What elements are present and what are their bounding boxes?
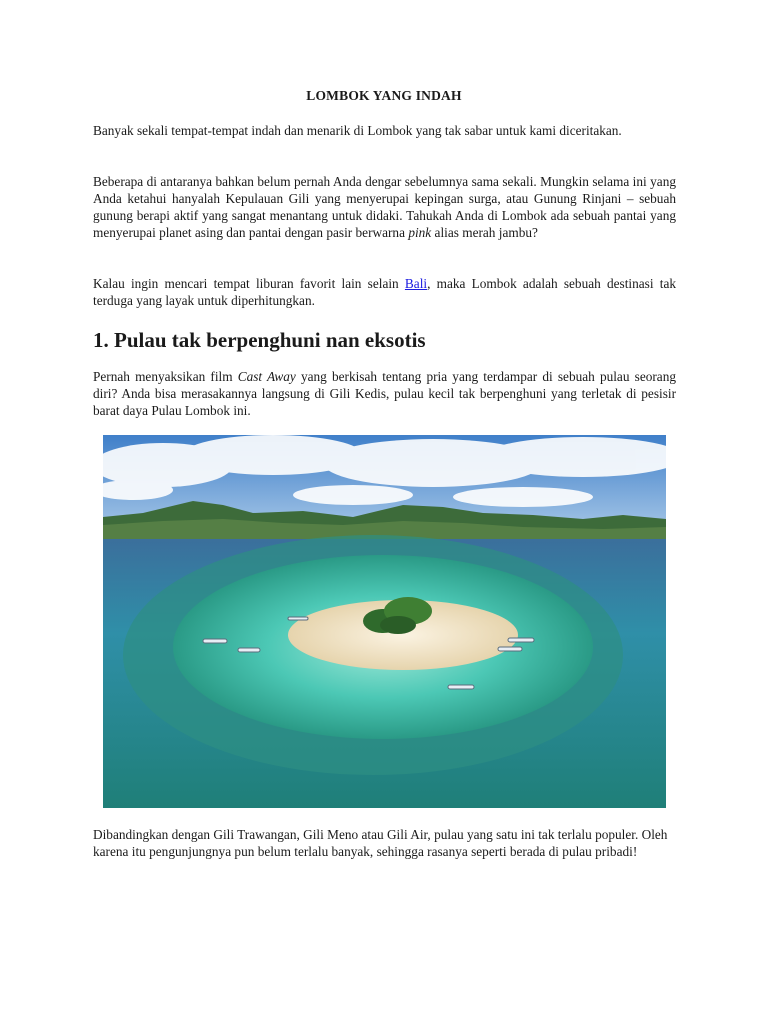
paragraph-gili-end: alias merah jambu? [431, 225, 538, 240]
document-title: LOMBOK YANG INDAH [306, 88, 462, 103]
paragraph-gili-text: Beberapa di antaranya bahkan belum pernah Anda dengar sebelumnya sama sekali. Mungkin selama ini yang Anda ketahui hanyalah Kepulauan Gili yang menyerupai kepingan surga, atau Gunung Rinjani – sebuah gunung berapi aktif yang sangat menantang untuk didaki. Tahukah Anda di Lombok ada sebuah pantai yang menyerupai planet asing dan pantai dengan pasir berwarna [93, 174, 676, 240]
island-photo-illustration [103, 435, 666, 808]
paragraph-bali [93, 275, 676, 309]
bali-link[interactable]: Bali [404, 276, 428, 291]
paragraph-gili [93, 173, 676, 241]
paragraph-bali-end: , maka Lombok adalah sebuah destinasi tak terduga yang layak untuk diperhitungkan. [93, 276, 676, 308]
paragraph-cast-away-end: yang berkisah tentang pria yang terdampar di sebuah pulau seorang diri? Anda bisa merasakannya langsung di Gili Kedis, pulau kecil tak berpenghuni yang terletak di pesisir barat daya Pulau Lombok ini. [93, 369, 676, 418]
section-heading-1: 1. Pulau tak berpenghuni nan eksotis [93, 328, 426, 352]
island-photo [103, 435, 666, 808]
intro-paragraph: Banyak sekali tempat-tempat indah dan menarik di Lombok yang tak sabar untuk kami diceritakan. [93, 123, 622, 138]
cast-away-emphasis: Cast Away [237, 369, 296, 384]
pink-emphasis: pink [408, 225, 432, 240]
paragraph-cast-away-text: Pernah menyaksikan film [93, 369, 238, 384]
paragraph-bali-text: Kalau ingin mencari tempat liburan favorit lain selain [93, 276, 405, 291]
paragraph-gili-kedis: Dibandingkan dengan Gili Trawangan, Gili Meno atau Gili Air, pulau yang satu ini tak terlalu populer. Oleh karena itu pengunjungnya pun belum terlalu banyak, sehingga rasanya seperti berada di pulau pribadi! [93, 827, 668, 859]
paragraph-cast-away [93, 368, 676, 419]
